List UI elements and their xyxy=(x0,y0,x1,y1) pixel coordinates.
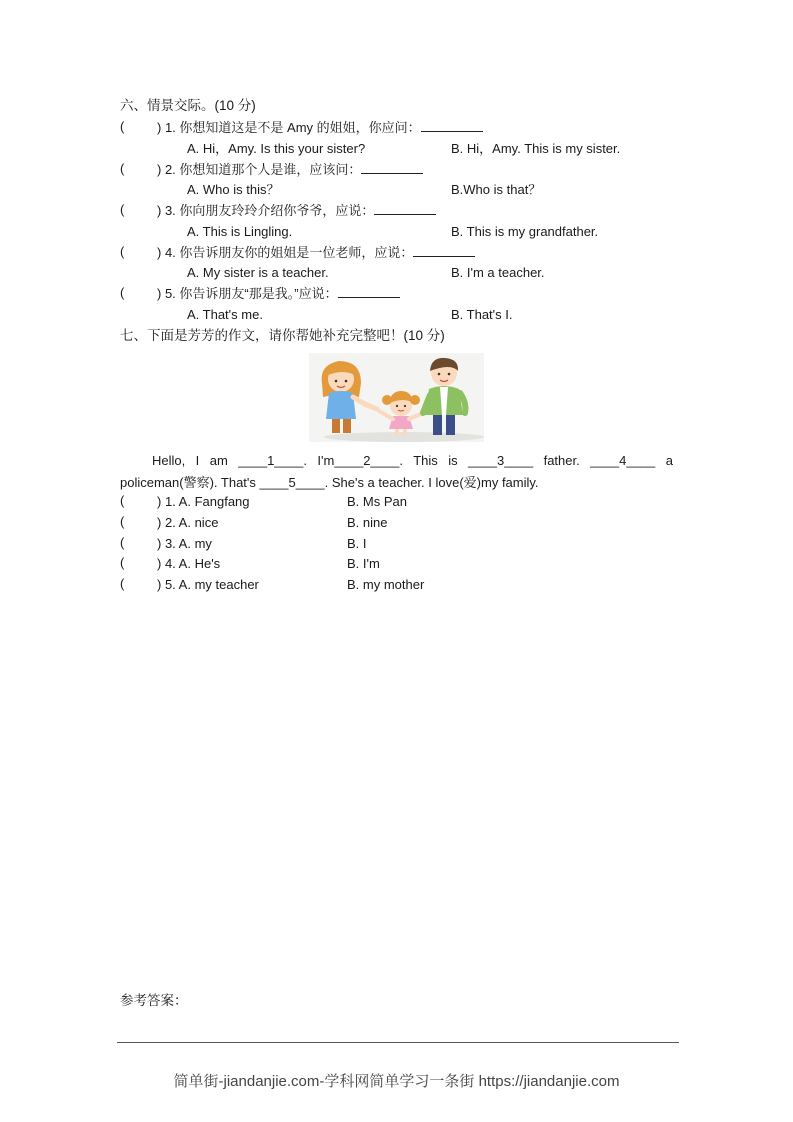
question-3-option-a: A. This is Lingling. xyxy=(187,224,293,239)
question-5-option-a: A. That's me. xyxy=(187,307,263,322)
answer-paren-4[interactable]: ( xyxy=(120,244,125,259)
question-3-num: ) 3. xyxy=(157,203,176,218)
question-3-option-b: B. This is my grandfather. xyxy=(451,224,599,239)
question-4-option-b: B. I'm a teacher. xyxy=(451,265,545,280)
passage-blank-3[interactable]: 3 xyxy=(496,453,505,468)
s7-answer-paren-1[interactable]: ( xyxy=(120,493,125,508)
answer-blank-3[interactable] xyxy=(374,202,436,215)
s7-question-3-option-a: ) 3. A. my xyxy=(157,536,212,551)
answer-paren-1[interactable]: ( xyxy=(120,119,125,134)
passage-blank-5[interactable]: 5 xyxy=(288,475,296,490)
question-1-prompt: 你想知道这是不是 Amy 的姐姐，你应问： xyxy=(179,120,421,135)
question-4-prompt: 你告诉朋友你的姐姐是一位老师，应说： xyxy=(179,245,414,260)
passage xyxy=(120,450,673,494)
footer-divider xyxy=(117,1042,679,1043)
passage-blank-2[interactable]: 2 xyxy=(363,453,371,468)
s7-question-1-option-b: B. Ms Pan xyxy=(347,494,407,509)
s7-question-2-option-b: B. nine xyxy=(347,515,388,530)
question-5-num: ) 5. xyxy=(157,286,176,301)
answer-paren-5[interactable]: ( xyxy=(120,285,125,300)
question-2-option-a: A. Who is this？ xyxy=(187,182,280,197)
passage-text-1: Hello, I am xyxy=(152,453,228,468)
answer-paren-3[interactable]: ( xyxy=(120,202,125,217)
family-illustration-image xyxy=(309,353,484,442)
passage-line-2: policeman(警察). That's ____5____. She's a teacher. I love(爱)my family. xyxy=(120,475,539,490)
question-5 xyxy=(157,285,400,303)
answer-paren-2[interactable]: ( xyxy=(120,161,125,176)
answer-blank-4[interactable] xyxy=(413,244,475,257)
s7-question-1-option-a: ) 1. A. Fangfang xyxy=(157,494,250,509)
question-1 xyxy=(157,119,483,137)
s7-question-4-option-b: B. I'm xyxy=(347,556,380,571)
question-4-option-a: A. My sister is a teacher. xyxy=(187,265,329,280)
passage-text-4: father. xyxy=(543,453,580,468)
answer-blank-1[interactable] xyxy=(421,119,483,132)
s7-answer-paren-5[interactable]: ( xyxy=(120,576,125,591)
question-2-prompt: 你想知道那个人是谁，应该问： xyxy=(179,162,362,177)
question-1-option-a: A. Hi，Amy. Is this your sister? xyxy=(187,141,366,156)
s7-question-3-option-b: B. I xyxy=(347,536,367,551)
passage-text-3: . This is xyxy=(399,453,458,468)
answer-blank-2[interactable] xyxy=(361,161,423,174)
s7-answer-paren-4[interactable]: ( xyxy=(120,555,125,570)
s7-question-2-option-a: ) 2. A. nice xyxy=(157,515,219,530)
footer-text: 简单街-jiandanjie.com-学科网简单学习一条街 https://jiandanjie.com xyxy=(173,1073,620,1090)
answers-title: 参考答案： xyxy=(120,993,188,1008)
question-3-prompt: 你向朋友玲玲介绍你爷爷，应说： xyxy=(179,203,375,218)
question-3 xyxy=(157,202,436,220)
passage-text-6: policeman(警察). That's xyxy=(120,475,256,490)
passage-text-7: . She's a teacher. I love(爱)my family. xyxy=(324,475,539,490)
passage-text-5: a xyxy=(665,453,673,468)
s7-answer-paren-3[interactable]: ( xyxy=(120,535,125,550)
s7-answer-paren-2[interactable]: ( xyxy=(120,514,125,529)
section7-title: 七、下面是芳芳的作文，请你帮她补充完整吧！(10 分) xyxy=(120,328,445,343)
s7-question-5-option-a: ) 5. A. my teacher xyxy=(157,577,259,592)
question-4-num: ) 4. xyxy=(157,245,176,260)
question-2 xyxy=(157,161,423,179)
question-2-option-b: B.Who is that？ xyxy=(451,182,542,197)
question-2-num: ) 2. xyxy=(157,162,176,177)
question-5-prompt: 你告诉朋友“那是我。”应说： xyxy=(179,286,338,301)
section6-title: 六、情景交际。(10 分) xyxy=(120,98,256,113)
s7-question-4-option-a: ) 4. A. He's xyxy=(157,556,221,571)
passage-blank-4[interactable]: 4 xyxy=(619,453,627,468)
answer-blank-5[interactable] xyxy=(338,285,400,298)
passage-blank-1[interactable]: 1 xyxy=(267,453,275,468)
s7-question-5-option-b: B. my mother xyxy=(347,577,425,592)
question-1-num: ) 1. xyxy=(157,120,176,135)
question-1-option-b: B. Hi，Amy. This is my sister. xyxy=(451,141,621,156)
passage-text-2: . I'm xyxy=(303,453,335,468)
question-5-option-b: B. That's I. xyxy=(451,307,513,322)
passage-line-1: Hello, I am ____1____. I'm____2____. This is ____3____ father. ____4____ a xyxy=(152,453,673,468)
question-4 xyxy=(157,244,475,262)
